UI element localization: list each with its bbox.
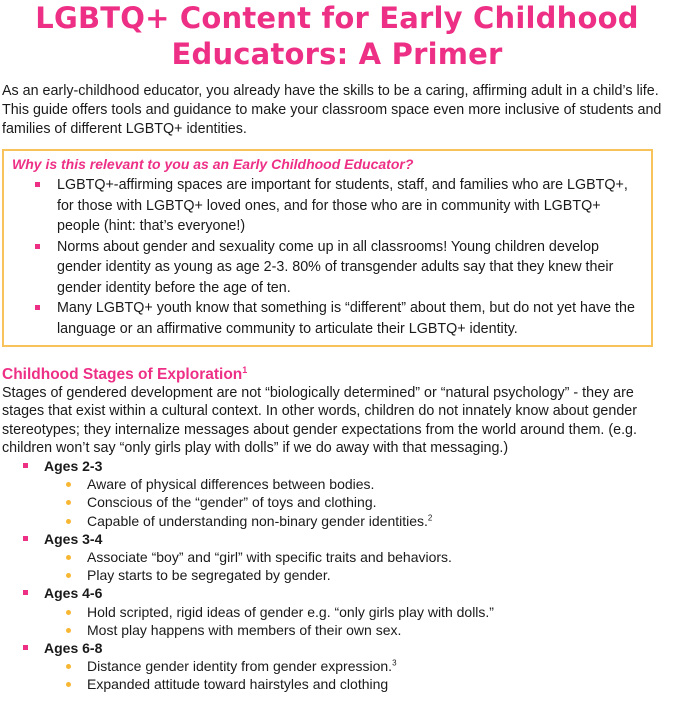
section-heading xyxy=(2,361,674,384)
dot-bullet-icon xyxy=(66,682,71,687)
detail-item xyxy=(66,621,674,639)
dot-bullet-icon xyxy=(66,610,71,615)
detail-item xyxy=(66,475,674,493)
age-label: Ages 3-4 xyxy=(44,530,103,547)
detail-text: Associate “boy” and “girl” with specific traits and behaviors. xyxy=(87,548,452,565)
age-stage xyxy=(20,639,674,694)
age-stage-list xyxy=(0,457,674,694)
detail-text: Distance gender identity from gender expression. xyxy=(87,658,393,675)
callout-heading: Why is this relevant to you as an Early Childhood Educator? xyxy=(12,156,414,172)
age-stage-details xyxy=(44,657,674,693)
square-bullet-icon xyxy=(35,182,40,187)
square-bullet-icon xyxy=(35,244,40,249)
square-bullet-icon xyxy=(35,305,40,310)
callout-item-text: Many LGBTQ+ youth know that something is “different” about them, but do not yet have the language or an affirmative community to articulate their LGBTQ+ identity. xyxy=(57,300,635,337)
age-stage-details xyxy=(44,475,674,530)
age-stage xyxy=(20,457,674,530)
footnote-marker[interactable]: 1 xyxy=(242,365,248,375)
callout-item xyxy=(32,237,643,299)
dot-bullet-icon xyxy=(66,628,71,633)
detail-item xyxy=(66,512,674,530)
age-label: Ages 4-6 xyxy=(44,585,103,602)
callout-item-text: LGBTQ+-affirming spaces are important for students, staff, and families who are LGBTQ+, for those with LGBTQ+ loved ones, and for those who are in community with LGBTQ+ people (hint: that’s everyone!) xyxy=(57,177,628,234)
dot-bullet-icon xyxy=(66,482,71,487)
detail-item xyxy=(66,675,674,693)
square-bullet-icon xyxy=(23,463,28,468)
age-stage-details xyxy=(44,603,674,639)
square-bullet-icon xyxy=(23,590,28,595)
intro-paragraph: As an early-childhood educator, you already have the skills to be a caring, affirming adult in a child’s life. This guide offers tools and guidance to make your classroom space even more inclusive of students and families of different LGBTQ+ identities. xyxy=(2,83,662,137)
detail-text: Conscious of the “gender” of toys and clothing. xyxy=(87,494,377,511)
title-line-2: Educators: A Primer xyxy=(171,37,503,71)
detail-item xyxy=(66,566,674,584)
section-heading-text: Childhood Stages of Exploration xyxy=(2,366,243,384)
detail-item xyxy=(66,603,674,621)
detail-item xyxy=(66,493,674,511)
title-line-1: LGBTQ+ Content for Early Childhood xyxy=(35,1,639,35)
dot-bullet-icon xyxy=(66,664,71,669)
dot-bullet-icon xyxy=(66,500,71,505)
footnote-marker[interactable]: 2 xyxy=(427,512,433,522)
dot-bullet-icon xyxy=(66,519,71,524)
footnote-marker[interactable]: 3 xyxy=(392,658,397,668)
dot-bullet-icon xyxy=(66,573,71,578)
callout-list xyxy=(12,175,643,339)
detail-text: Expanded attitude toward hairstyles and clothing xyxy=(87,676,389,693)
page-title xyxy=(0,0,674,72)
detail-item xyxy=(66,548,674,566)
callout-item xyxy=(32,298,643,339)
section-paragraph: Stages of gendered development are not “biologically determined” or “natural psychology” - they are stages that exist within a cultural context. In other words, children do not innately know about gender stereotypes; they internalize messages about gender expectations from the world around them. (e.g. children won’t say “only girls play with dolls” if we do away with that messaging.) xyxy=(2,385,637,456)
callout-item xyxy=(32,175,643,237)
square-bullet-icon xyxy=(23,536,28,541)
detail-text: Aware of physical differences between bodies. xyxy=(87,476,375,493)
detail-text: Hold scripted, rigid ideas of gender e.g. “only girls play with dolls.” xyxy=(87,603,494,620)
detail-text: Play starts to be segregated by gender. xyxy=(87,567,331,584)
detail-item xyxy=(66,657,674,675)
dot-bullet-icon xyxy=(66,555,71,560)
detail-text: Most play happens with members of their own sex. xyxy=(87,621,402,638)
detail-text: Capable of understanding non-binary gender identities. xyxy=(87,512,428,529)
age-stage-details xyxy=(44,548,674,584)
age-stage xyxy=(20,584,674,639)
age-label: Ages 6-8 xyxy=(44,640,103,656)
callout-item-text: Norms about gender and sexuality come up in all classrooms! Young children develop gender identity as young as age 2-3. 80% of transgender adults say that they knew their gender identity before the age of ten. xyxy=(57,238,614,296)
square-bullet-icon xyxy=(23,645,28,650)
age-stage xyxy=(20,530,674,585)
age-label: Ages 2-3 xyxy=(44,457,103,474)
relevance-callout-box xyxy=(2,149,653,347)
